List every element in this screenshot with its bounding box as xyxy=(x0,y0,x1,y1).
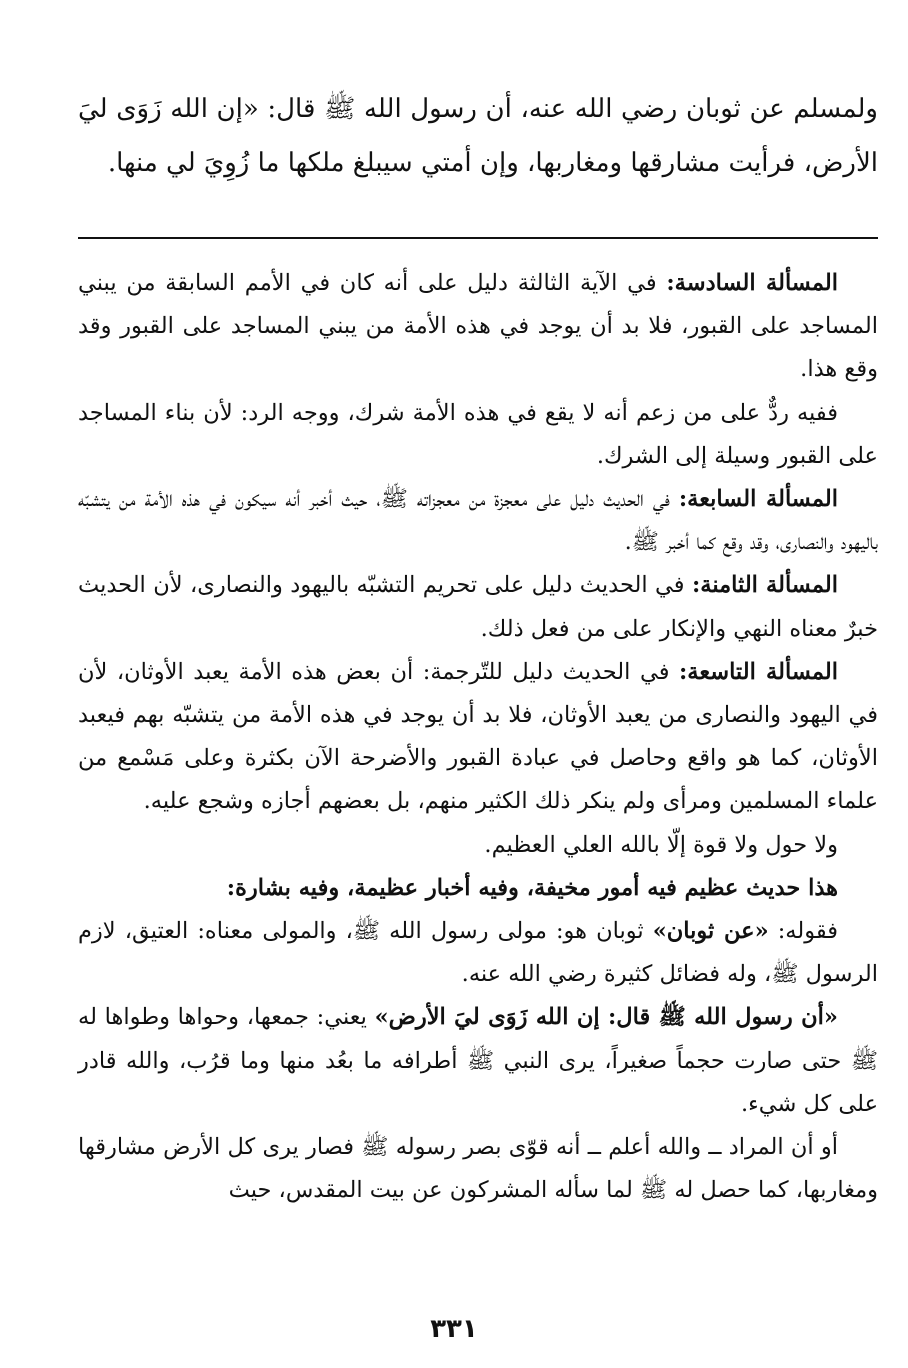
earth-folded-paragraph xyxy=(78,996,878,1126)
issue-8-paragraph xyxy=(78,564,878,650)
issue-9-text: في الحديث دليل للتّرجمة: أن بعض هذه الأمة يعبد الأوثان، لأن في اليهود والنصارى من يعبد الأوثان، فلا بد أن يوجد في هذه الأمة من يتشبّه بهم فيعبد الأوثان، كما هو واقع وحاصل في عبادة القبور والأضرحة الآن بكثرة وعلى مَسْمع من علماء المسلمين ومرأى ولم ينكر ذلك الكثير منهم، بل بعضهم أجازه وشجع عليه. xyxy=(78,658,878,815)
supplication-line: ولا حول ولا قوة إلّا بالله العلي العظيم. xyxy=(484,831,838,858)
page-number: ٣٣١ xyxy=(430,1314,478,1344)
hadith-text xyxy=(78,82,878,190)
issue-8-text: في الحديث دليل على تحريم التشبّه باليهود والنصارى، لأن الحديث خبرٌ معناه النهي والإنكار على من فعل ذلك. xyxy=(78,572,878,642)
thawban-paragraph xyxy=(78,910,878,996)
thawban-quote: «عن ثوبان» xyxy=(652,918,769,945)
issue-7-paragraph xyxy=(78,478,878,564)
issue-9-heading: المسألة التاسعة: xyxy=(679,658,839,685)
issue-7-text: في الحديث دليل على معجزة من معجزاته ﷺ، حيث أخبر أنه سيكون في هذه الأمة من يتشبّه باليهود والنصارى، وقد وقع كما أخبر ﷺ. xyxy=(78,486,878,556)
issue-7-heading: المسألة السابعة: xyxy=(678,486,838,513)
commentary-body xyxy=(78,262,878,1212)
issue-8-heading: المسألة الثامنة: xyxy=(691,572,838,599)
earth-folded-text: يعني: جمعها، وحواها وطواها له ﷺ حتى صارت حجماً صغيراً، يرى النبي ﷺ أطرافه ما بعُد منها وما قرُب، والله قادر على كل شيء. xyxy=(78,1004,878,1117)
sight-strengthened-paragraph: أو أن المراد ــ والله أعلم ــ أنه قوّى بصر رسوله ﷺ فصار يرى كل الأرض مشارقها ومغاربها، كما حصل له ﷺ لما سأله المشركون عن بيت المقدس، حيث xyxy=(78,1134,878,1204)
section-heading: هذا حديث عظيم فيه أمور مخيفة، وفيه أخبار عظيمة، وفيه بشارة: xyxy=(226,874,838,901)
hadith-paragraph: ولمسلم عن ثوبان رضي الله عنه، أن رسول الله ﷺ قال: «إن الله زَوَى ليَ الأرض، فرأيت مشارقها ومغاربها، وإن أمتي سيبلغ ملكها ما زُوِيَ لي منها. xyxy=(78,94,878,178)
earth-folded-quote: «أن رسول الله ﷺ قال: إن الله زَوَى ليَ الأرض» xyxy=(374,1004,838,1031)
footnote-divider xyxy=(78,237,878,239)
issue-6-paragraph xyxy=(78,262,878,392)
issue-6-refutation: ففيه ردٌّ على من زعم أنه لا يقع في هذه الأمة شرك، ووجه الرد: لأن بناء المساجد على القبور وسيلة إلى الشرك. xyxy=(78,399,878,469)
thawban-lead: فقوله: xyxy=(768,918,838,945)
issue-6-heading: المسألة السادسة: xyxy=(666,270,838,296)
issue-9-paragraph xyxy=(78,651,878,824)
issue-6-text: في الآية الثالثة دليل على أنه كان في الأمم السابقة من يبني المساجد على القبور، فلا بد أن يوجد في هذه الأمة من يبني المساجد على القبور وقد وقع هذا. xyxy=(78,270,878,383)
thawban-text: ثوبان هو: مولى رسول الله ﷺ، والمولى معناه: العتيق، لازم الرسول ﷺ، وله فضائل كثيرة رضي الله عنه. xyxy=(78,918,878,988)
